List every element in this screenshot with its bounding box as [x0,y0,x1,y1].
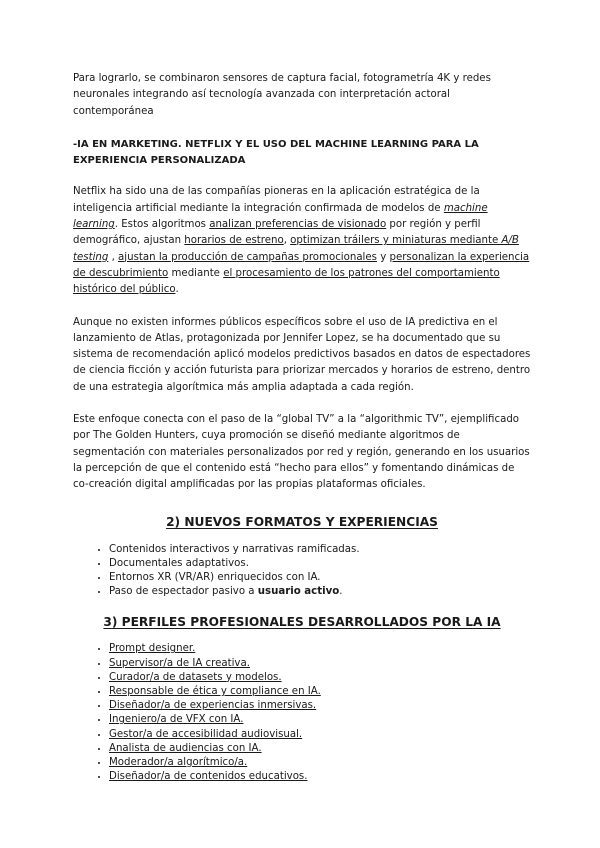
list-item: • Gestor/a de accesibilidad audiovisual. [109,728,531,742]
section-2-title: 2) NUEVOS FORMATOS Y EXPERIENCIAS [166,514,438,529]
list-item: • Diseñador/a de contenidos educativos. [109,770,531,784]
atlas-paragraph: Aunque no existen informes públicos específicos sobre el uso de IA predictiva en el lanzamiento de Atlas, protagonizada por Jennifer Lopez, se ha documentado que su sistema de recomendación aplicó modelos predictivos basados en datos de espectadores de ciencia ficción y acción futurista para priorizar mercados y horarios de estreno, dentro de una estrategia algorítmica más amplia adaptada a cada región. [73,316,531,393]
list-item: • Supervisor/a de IA creativa. [109,657,531,671]
section-heading-marketing: -IA EN MARKETING. NETFLIX Y EL USO DEL MACHINE LEARNING PARA LA EXPERIENCIA PERSONALIZADA [73,138,479,167]
profiles-list [73,642,531,784]
section-3-title: 3) PERFILES PROFESIONALES DESARROLLADOS POR LA IA [103,615,501,630]
document-page [73,71,531,784]
intro-paragraph: Para lograrlo, se combinaron sensores de captura facial, fotogrametría 4K y redes neuronales integrando así tecnología avanzada con interpretación actoral contemporánea [73,73,491,117]
list-item: • Prompt designer. [109,642,531,656]
list-item: • Responsable de ética y compliance en IA. [109,685,531,699]
list-item: • Ingeniero/a de VFX con IA. [109,713,531,727]
list-item: • Curador/a de datasets y modelos. [109,671,531,685]
list-item: • Contenidos interactivos y narrativas ramificadas. [109,543,531,557]
netflix-paragraph: Netflix ha sido una de las compañías pioneras en la aplicación estratégica de la inteligencia artificial mediante la integración confirmada de modelos de machine learning. Estos algoritmos analizan preferencias de visionado por región y perfil demográfico, ajustan horarios de estreno, optimizan tráilers y miniaturas mediante A/B testing , ajustan la producción de campañas promocionales y personalizan la experiencia de descubrimiento mediante el procesamiento de los patrones del comportamiento histórico del público. [73,186,530,296]
formats-list [73,543,531,600]
list-item: • Analista de audiencias con IA. [109,742,531,756]
list-item: • Entornos XR (VR/AR) enriquecidos con IA. [109,571,531,585]
list-item: • Diseñador/a de experiencias inmersivas. [109,699,531,713]
algorithmic-tv-paragraph: Este enfoque conecta con el paso de la “global TV” a la “algorithmic TV”, ejemplificado por The Golden Hunters, cuya promoción se diseñó mediante algoritmos de segmentación con materiales personalizados por red y región, generando en los usuarios la percepción de que el contenido está “hecho para ellos” y fomentando dinámicas de co-creación digital amplificadas por las propias plataformas oficiales. [73,414,530,491]
list-item: • Documentales adaptativos. [109,557,531,571]
list-item: • Paso de espectador pasivo a usuario activo. [109,585,531,599]
list-item: • Moderador/a algorítmico/a. [109,756,531,770]
